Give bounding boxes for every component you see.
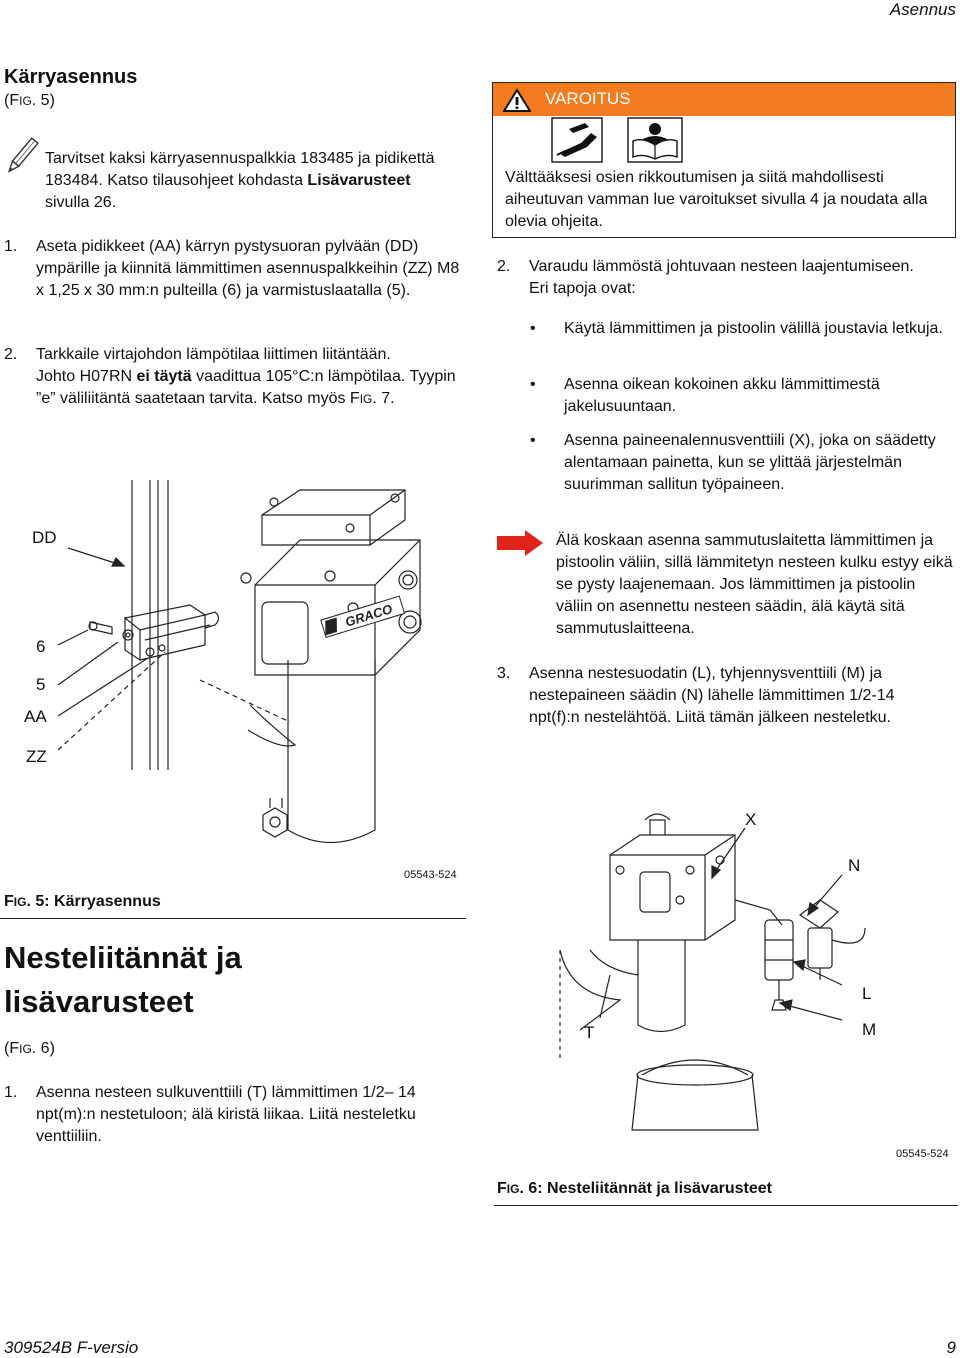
figure-5-code: 05543-524 bbox=[404, 869, 457, 881]
label-l: L bbox=[862, 984, 872, 1003]
label-zz: ZZ bbox=[26, 747, 47, 766]
label-t: T bbox=[584, 1023, 595, 1042]
fluid-title: Nesteliitännät ja lisävarusteet bbox=[4, 940, 242, 1019]
fluid-fig-ref: (FIG. 6) bbox=[4, 1040, 55, 1057]
label-6: 6 bbox=[36, 637, 46, 656]
figure-6-code: 05545-524 bbox=[896, 1148, 949, 1160]
label-x: X bbox=[745, 810, 757, 829]
cart-title: Kärryasennus bbox=[4, 66, 138, 88]
graco-logo: GRACO bbox=[343, 601, 395, 630]
warning-triangle-icon bbox=[503, 88, 531, 112]
caution-text: Älä koskaan asenna sammutuslaitetta lämmittimen ja pistoolin väliin, sillä lämmitetyn nesteen kulku estyy eikä se pysty laajenemaan. Jos lämmittimen ja pistoolin väliin on asennettu nesteen säädin, älä käytä sitä sammutuslaitteena. bbox=[556, 532, 953, 637]
warning-text: Välttääksesi osien rikkoutumisen ja siitä mahdollisesti aiheutuvan vamman lue varoitukset sivulla 4 ja noudata alla olevia ohjeita. bbox=[505, 169, 928, 230]
warning-banner bbox=[493, 83, 955, 116]
cart-fig-ref: (FIG. 5) bbox=[4, 92, 55, 109]
label-dd: DD bbox=[32, 528, 57, 547]
figure-5-caption: FIG. 5: Kärryasennus bbox=[4, 893, 161, 910]
label-aa: AA bbox=[24, 707, 47, 726]
right-step-2: 2. Varaudu lämmöstä johtuvaan nesteen laajentumiseen. Eri tapoja ovat: bbox=[497, 258, 914, 297]
footer-doc-id: 309524B F-versio bbox=[4, 1338, 139, 1357]
bullet-3: • Asenna paineenalennusventtiili (X), joka on säädetty alentamaan painetta, kun se ylittää järjestelmän suurimman sallitun työpaineen. bbox=[530, 432, 936, 493]
figure-6-fluid-connections bbox=[520, 800, 940, 1145]
label-5: 5 bbox=[36, 675, 46, 694]
caption-rule bbox=[0, 918, 466, 919]
caption-rule-6 bbox=[494, 1205, 958, 1206]
warning-box bbox=[492, 82, 956, 238]
cart-step-1: 1. Aseta pidikkeet (AA) kärryn pystysuoran pylvään (DD) ympärille ja kiinnitä lämmittimen asennuspalkkeihin (ZZ) M8 x 1,25 x 30 mm:n pulteilla (6) ja varmistuslaatalla (5). bbox=[4, 238, 460, 299]
fluid-step-1: 1. Asenna nesteen sulkuventtiili (T) lämmittimen 1/2– 14 npt(m):n nestetuloon; älä kiristä liikaa. Liitä nesteletku venttiiliin. bbox=[4, 1084, 416, 1145]
label-n: N bbox=[848, 856, 861, 875]
bullet-1: • Käytä lämmittimen ja pistoolin välillä joustavia letkuja. bbox=[530, 320, 943, 337]
injection-hazard-icon bbox=[551, 117, 603, 163]
label-m: M bbox=[862, 1020, 877, 1039]
page-number: 9 bbox=[946, 1338, 956, 1357]
right-step-3: 3. Asenna nestesuodatin (L), tyhjennysventtiili (M) ja nestepaineen säädin (N) lähelle lämmittimen 1/2-14 npt(f):n nestelähtöä. Liitä tämän jälkeen nesteletku. bbox=[497, 665, 895, 726]
bullet-2: • Asenna oikean kokoinen akku lämmittimestä jakelusuuntaan. bbox=[530, 376, 880, 415]
read-manual-icon bbox=[627, 117, 683, 163]
figure-5-cart-mounting bbox=[0, 480, 470, 890]
cart-step-2: 2. Tarkkaile virtajohdon lämpötilaa liittimen liitäntään. Johto H07RN ei täytä vaadittua 105°C:n lämpötilaa. Tyypin ”e” väliliitäntä saatetaan tarvita. Katso myös FIG. 7. bbox=[4, 346, 456, 407]
cart-note: Tarvitset kaksi kärryasennuspalkkia 183485 ja pidikettä 183484. Katso tilausohjeet kohdasta Lisävarusteet sivulla 26. bbox=[45, 150, 435, 211]
section-header: Asennus bbox=[889, 0, 956, 19]
pencil-icon bbox=[2, 134, 42, 183]
caution-arrow-icon bbox=[497, 530, 543, 556]
figure-6-caption: FIG. 6: Nesteliitännät ja lisävarusteet bbox=[497, 1180, 772, 1197]
warning-title: VAROITUS bbox=[545, 89, 631, 108]
